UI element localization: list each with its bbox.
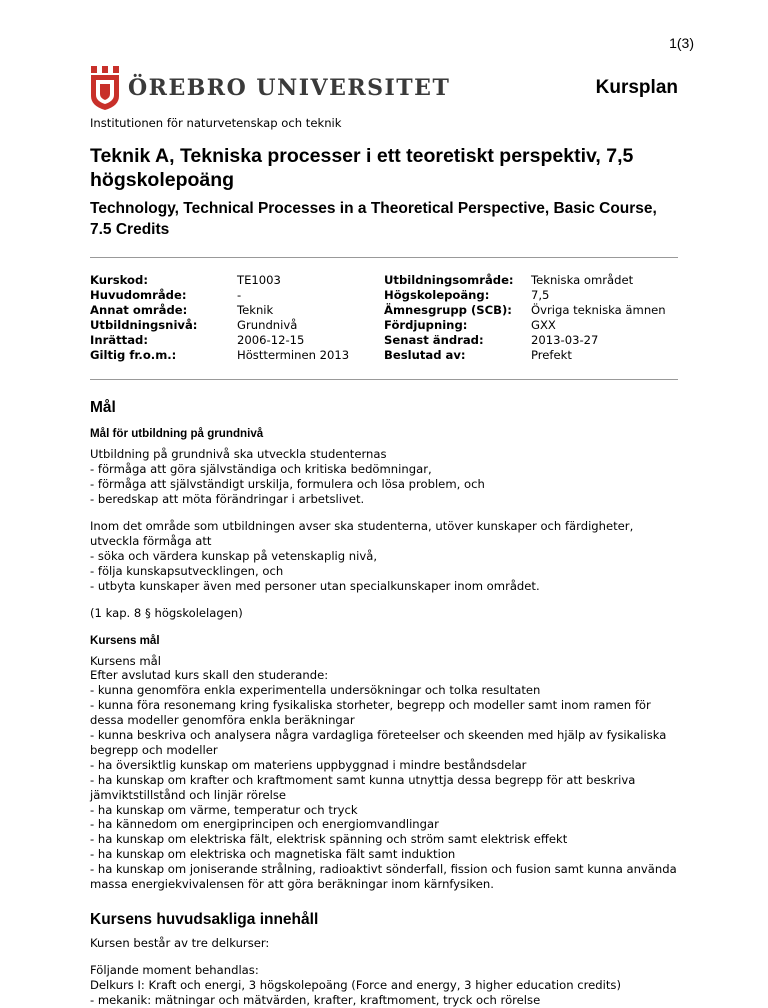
section-heading-mal: Mål (90, 399, 116, 417)
text-line: - kunna beskriva och analysera några vardagliga företeelser och skeenden med hjälp av fysikaliska begrepp och modeller (90, 728, 667, 757)
fact-label: Inrättad: (90, 332, 148, 347)
text-line: Följande moment behandlas: (90, 962, 259, 977)
text-line: - kunna föra resonemang kring fysikaliska storheter, begrepp och modeller samt inom ramen för dessa modeller genomföra enkla beräkningar (90, 698, 651, 728)
fact-label: Huvudområde: (90, 287, 187, 302)
fact-label: Beslutad av: (384, 347, 466, 362)
text-line: - ha kännedom om energiprincipen och energiomvandlingar (90, 817, 439, 832)
fact-value: GXX (531, 317, 556, 332)
fact-value: TE1003 (237, 273, 281, 287)
course-content (90, 144, 678, 1008)
divider (90, 257, 678, 258)
fact-value: Höstterminen 2013 (237, 347, 350, 362)
text-line: - ha översiktlig kunskap om materiens uppbyggnad i mindre beståndsdelar (90, 757, 527, 772)
university-logo (90, 66, 450, 110)
text-line: - utbyta kunskaper även med personer utan specialkunskaper inom området. (90, 578, 540, 593)
section-heading-innehall: Kursens huvudsakliga innehåll (90, 911, 319, 928)
fact-label: Ämnesgrupp (SCB): (384, 302, 512, 317)
fact-value: 2006-12-15 (237, 332, 305, 347)
text-line: Delkurs I: Kraft och energi, 3 högskolepoäng (Force and energy, 3 higher education credits) (90, 977, 621, 992)
course-facts (90, 273, 678, 362)
text-line: - söka och värdera kunskap på vetenskaplig nivå, (90, 548, 378, 563)
paragraph-grundniva (90, 447, 678, 507)
paragraph-omrade (90, 519, 678, 594)
law-reference: (1 kap. 8 § högskolelagen) (90, 605, 243, 620)
fact-value: Övriga tekniska ämnen (531, 302, 666, 317)
course-title: Teknik A, Tekniska processer i ett teoretiskt perspektiv, 7,5 högskolepoäng (90, 145, 634, 191)
subheading-grundniva: Mål för utbildning på grundnivå (90, 427, 264, 441)
text-line: - följa kunskapsutvecklingen, och (90, 563, 284, 578)
fact-label: Högskolepoäng: (384, 287, 490, 302)
fact-value: 7,5 (531, 287, 550, 302)
course-title-english: Technology, Technical Processes in a Theoretical Perspective, Basic Course, 7.5 Credits (90, 200, 657, 238)
text-line: - förmåga att göra självständiga och kritiska bedömningar, (90, 462, 432, 477)
paragraph-innehall-intro: Kursen består av tre delkurser: (90, 936, 270, 950)
fact-value: Teknik (237, 302, 274, 317)
fact-value: 2013-03-27 (531, 332, 599, 347)
subheading-kursens-mal: Kursens mål (90, 633, 160, 647)
divider (90, 379, 678, 380)
text-line: - ha kunskap om joniserande strålning, radioaktivt sönderfall, fission och fusion samt kunna använda massa energiekvivalensen för att göra beräkningar inom kärnfysiken. (90, 862, 677, 892)
paragraph-innehall (90, 963, 678, 1008)
fact-label: Kurskod: (90, 273, 148, 287)
fact-value: Grundnivå (237, 317, 298, 332)
fact-label: Giltig fr.o.m.: (90, 347, 177, 362)
document-header (90, 62, 678, 122)
fact-label: Annat område: (90, 302, 188, 317)
document-type: Kursplan (595, 77, 678, 98)
fact-value: Prefekt (531, 347, 572, 362)
fact-value: - (237, 287, 242, 302)
fact-label: Utbildningsnivå: (90, 317, 198, 332)
text-line: - mekanik: mätningar och mätvärden, krafter, kraftmoment, tryck och rörelse (90, 992, 541, 1007)
text-line: Efter avslutad kurs skall den studerande: (90, 668, 329, 683)
text-line: - ha kunskap om värme, temperatur och tryck (90, 802, 358, 817)
text-line: - ha kunskap om elektriska fält, elektrisk spänning och ström samt elektrisk effekt (90, 832, 568, 847)
fact-label: Senast ändrad: (384, 332, 484, 347)
paragraph-kursens-mal (90, 654, 678, 893)
text-line: - kunna genomföra enkla experimentella undersökningar och tolka resultaten (90, 683, 541, 698)
text-line: Utbildning på grundnivå ska utveckla studenternas (90, 447, 387, 462)
institution-name: Institutionen för naturvetenskap och teknik (90, 116, 342, 130)
orebro-university-shield-icon (90, 66, 120, 110)
text-line: Kursens mål (90, 653, 162, 668)
text-line: - ha kunskap om elektriska och magnetiska fält samt induktion (90, 847, 456, 862)
text-line: - ha kunskap om krafter och kraftmoment samt kunna utnyttja dessa begrepp för att beskriva jämviktstillstånd och linjär rörelse (90, 772, 636, 802)
page-number: 1(3) (669, 35, 694, 51)
text-line: - beredskap att möta förändringar i arbetslivet. (90, 492, 365, 507)
text-line: - förmåga att självständigt urskilja, formulera och lösa problem, och (90, 477, 485, 492)
fact-label: Utbildningsområde: (384, 273, 514, 287)
fact-label: Fördjupning: (384, 317, 468, 332)
text-line: Inom det område som utbildningen avser ska studenterna, utöver kunskaper och färdigheter, utveckla förmåga att (90, 519, 634, 548)
fact-value: Tekniska området (531, 273, 634, 287)
university-name: ÖREBRO UNIVERSITET (128, 75, 451, 101)
